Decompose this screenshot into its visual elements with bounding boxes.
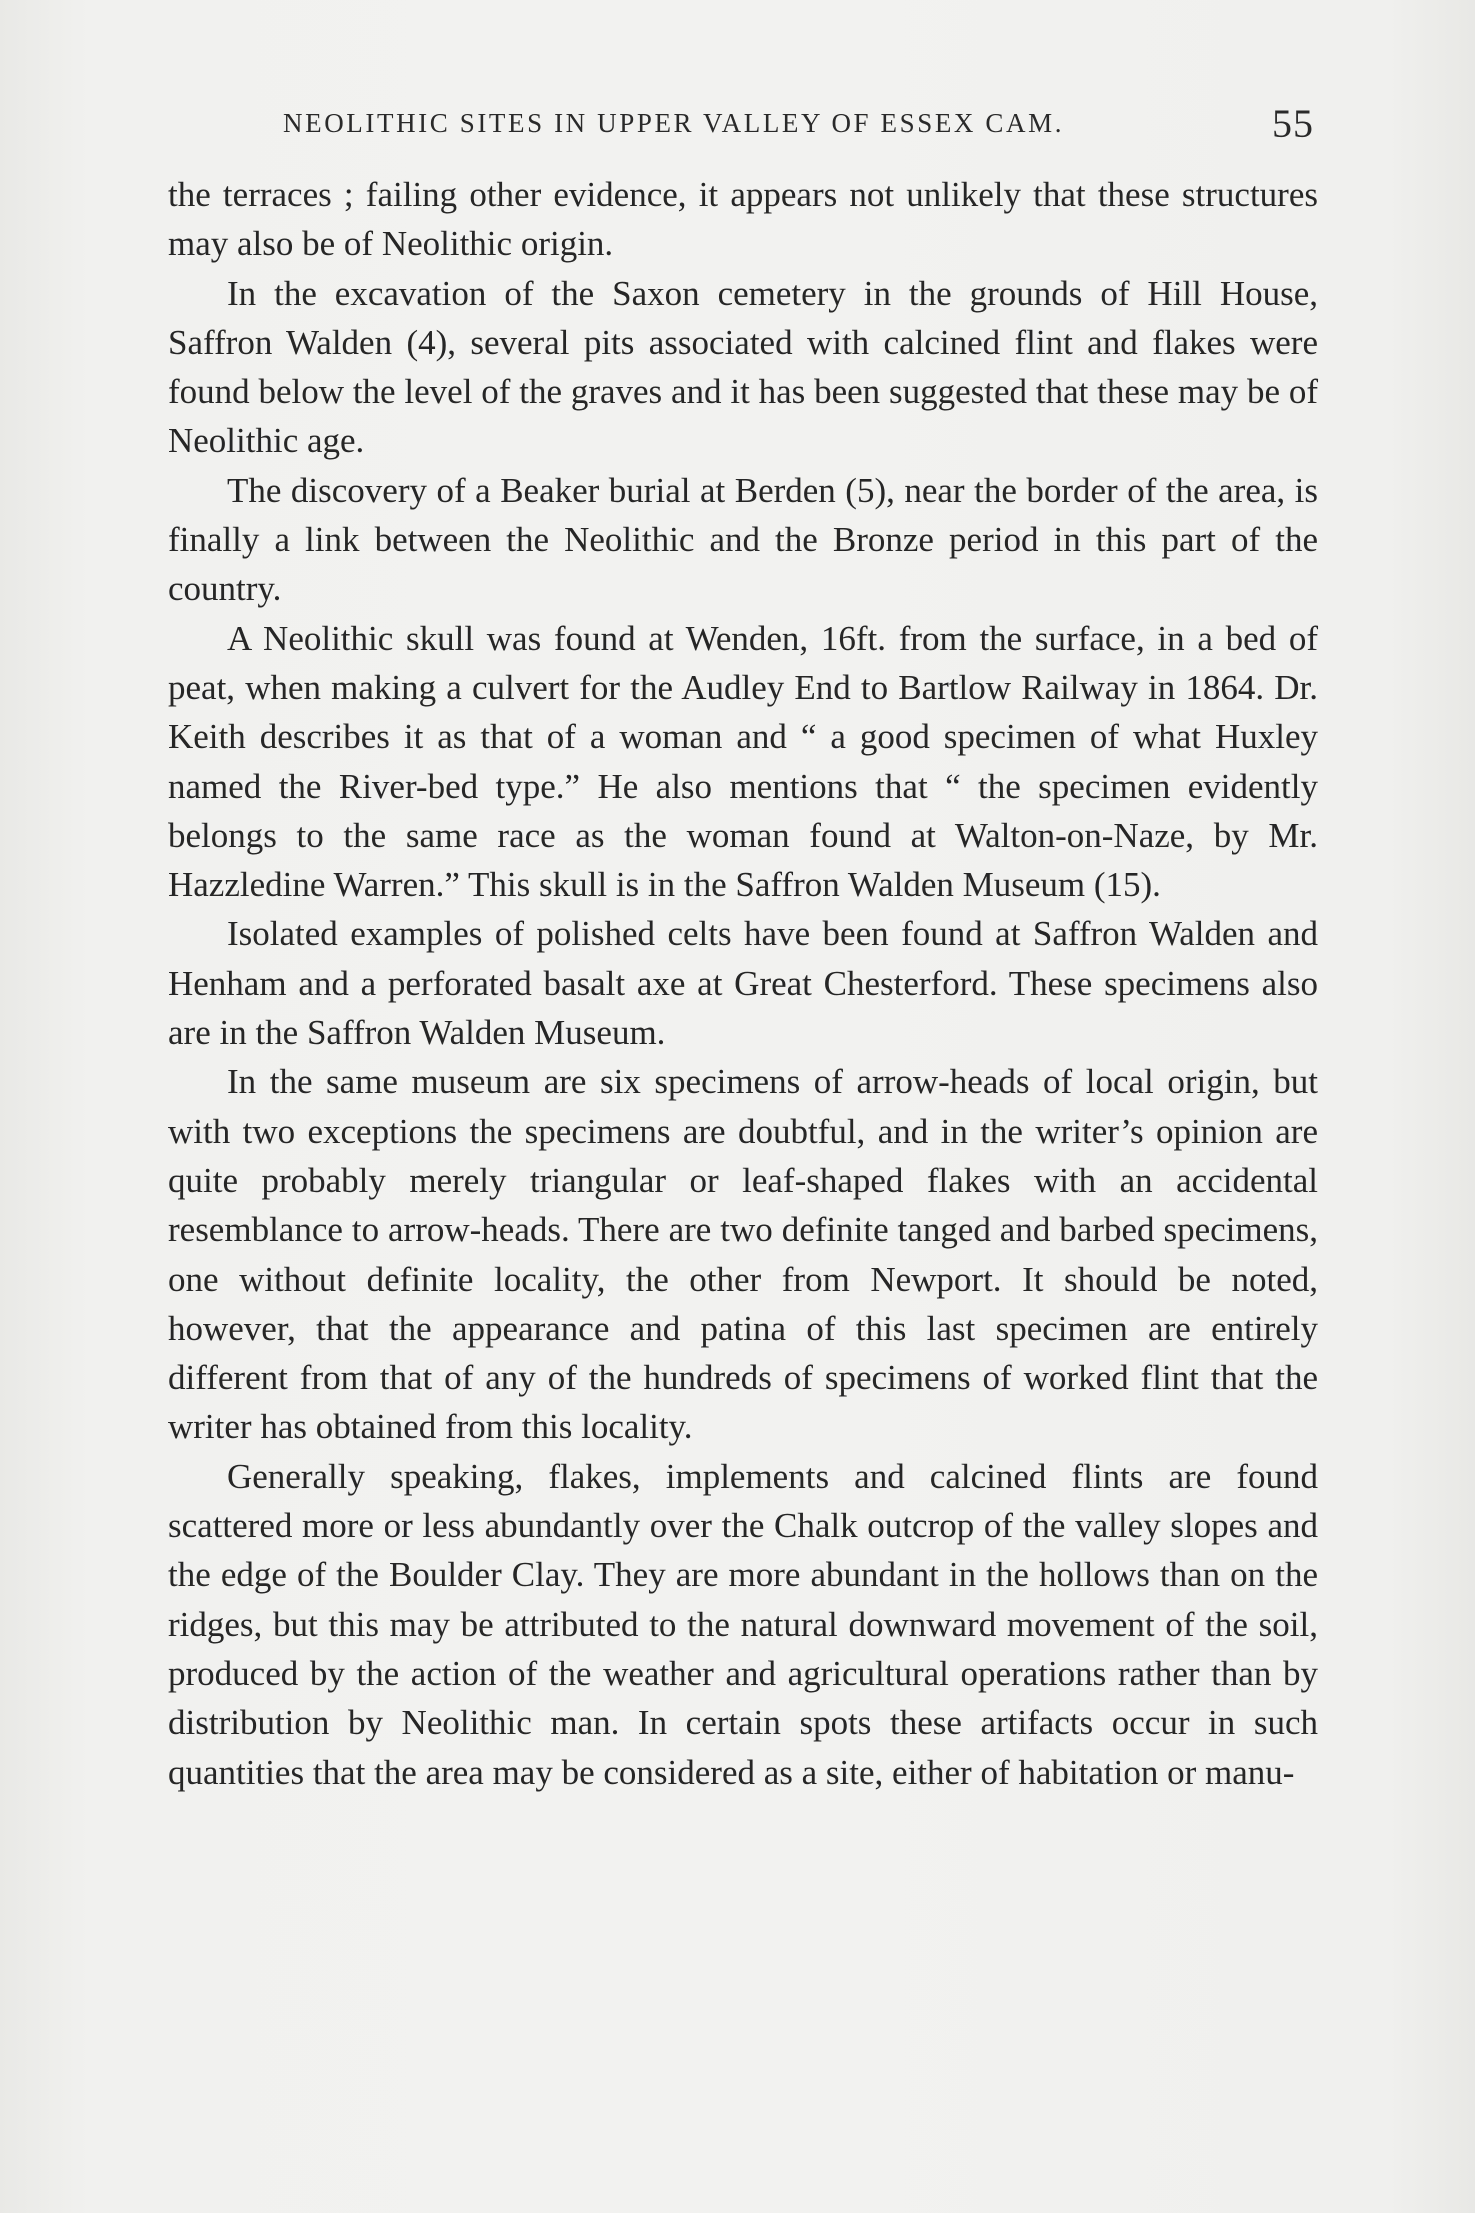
page-number: 55 (1272, 101, 1314, 146)
paragraph-flakes-implements: Generally speaking, flakes, implements and calcined flints are found scattered more or less abundantly over the Chalk outcrop of the valley slopes and the edge of the Boulder Clay. They are more abundant in the hollows than on the ridges, but this may be attributed to the natural downward movement of the soil, produced by the action of the weather and agricultural operations rather than by distribution by Neolithic man. In certain spots these artifacts occur in such quantities that the area may be considered as a site, either of habitation or manu- (168, 1456, 1318, 1792)
page-header (168, 98, 1314, 158)
paragraph-beaker-burial: The discovery of a Beaker burial at Berden (5), near the border of the area, is finally a link between the Neolithic and the Bronze period in this part of the country. (168, 470, 1318, 609)
body-text (168, 170, 1318, 1797)
running-head: NEOLITHIC SITES IN UPPER VALLEY OF ESSEX CAM. (283, 108, 1065, 138)
paragraph-continued: the terraces ; failing other evidence, it appears not unlikely that these structures may also be of Neolithic origin. (168, 175, 1318, 264)
paragraph-neolithic-skull: A Neolithic skull was found at Wenden, 16ft. from the surface, in a bed of peat, when making a culvert for the Audley End to Bartlow Railway in 1864. Dr. Keith describes it as that of a woman and “ a good specimen of what Huxley named the River-bed type.” He also mentions that “ the specimen evidently belongs to the same race as the woman found at Walton-on-Naze, by Mr. Hazzledine Warren.” This skull is in the Saffron Walden Museum (15). (168, 618, 1318, 905)
paragraph-arrow-heads: In the same museum are six specimens of arrow-heads of local origin, but with two exceptions the specimens are doubtful, and in the writer’s opinion are quite probably merely triangular or leaf-shaped flakes with an accidental resemblance to arrow-heads. There are two definite tanged and barbed specimens, one without definite locality, the other from Newport. It should be noted, however, that the appearance and patina of this last specimen are entirely different from that of any of the hundreds of specimens of worked flint that the writer has obtained from this locality. (168, 1062, 1318, 1447)
paragraph-polished-celts: Isolated examples of polished celts have been found at Saffron Walden and Henham and a perforated basalt axe at Great Chesterford. These specimens also are in the Saffron Walden Museum. (168, 914, 1318, 1053)
paragraph-saxon-cemetery: In the excavation of the Saxon cemetery in the grounds of Hill House, Saffron Walden (4), several pits associated with calcined flint and flakes were found below the level of the graves and it has been suggested that these may be of Neolithic age. (168, 273, 1318, 461)
